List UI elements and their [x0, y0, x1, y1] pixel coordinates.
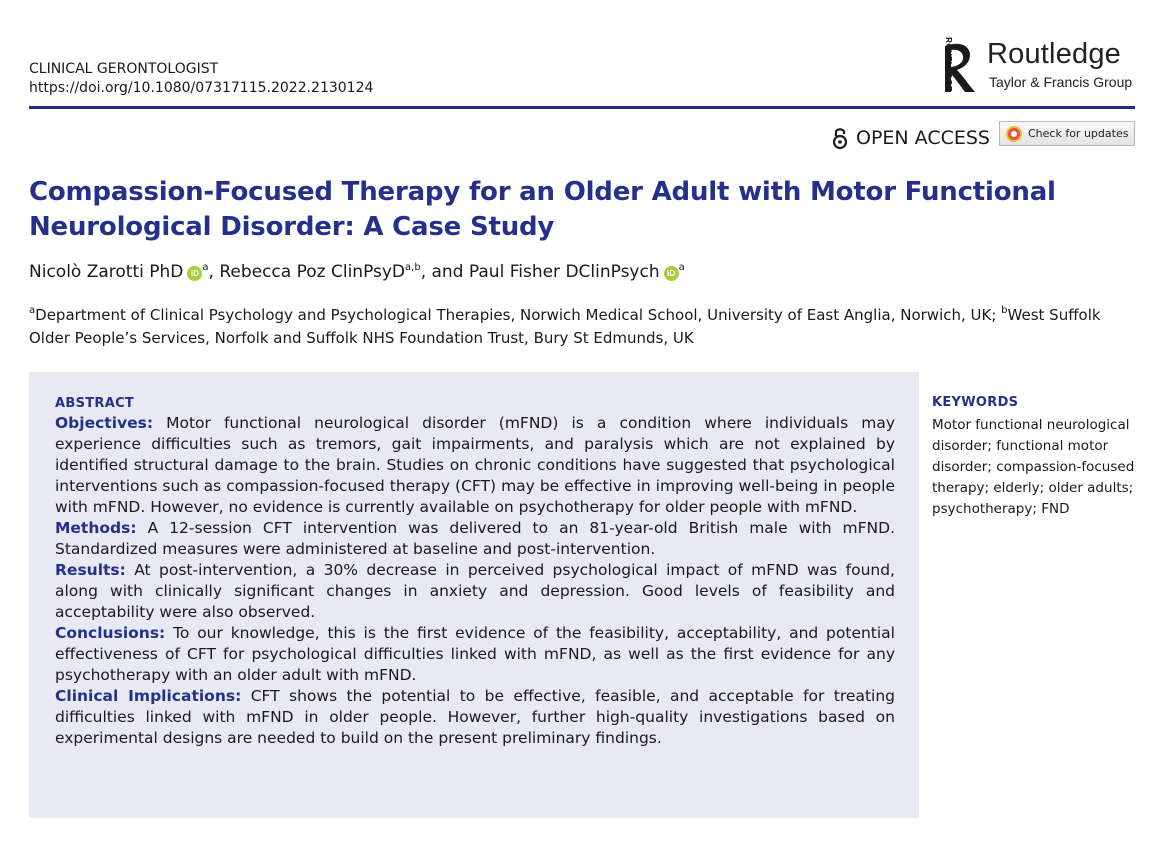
publisher-vertical-wordmark: ROUTLEDGE — [943, 37, 953, 92]
keywords-heading: KEYWORDS — [932, 395, 1019, 410]
open-access-label: OPEN ACCESS — [856, 127, 990, 149]
abstract-label: Objectives: — [55, 414, 154, 432]
orcid-icon[interactable]: iD — [664, 266, 679, 281]
affiliation-a: Department of Clinical Psychology and Psychological Therapies, Norwich Medical School, University of East Anglia, Norwich, UK; — [35, 306, 1002, 324]
abstract-section-conclusions — [55, 623, 895, 686]
abstract-section-methods — [55, 518, 895, 560]
affiliation-mark: a — [29, 305, 36, 316]
abstract-section-results — [55, 560, 895, 623]
article-title-line2: Neurological Disorder: A Case Study — [29, 212, 555, 242]
affiliation-b: West Suffolk Older People’s Services, Norfolk and Suffolk NHS Foundation Trust, Bury St Edmunds, UK — [29, 306, 1101, 347]
author-name[interactable]: Nicolò Zarotti PhD — [29, 262, 184, 282]
abstract-text: Motor functional neurological disorder (mFND) is a condition where individuals may experience difficulties such as tremors, gait impairments, and paralysis which are not explained by identified structural damage to the brain. Studies on chronic conditions have suggested that psychological interventions such as compassion-focused therapy (CFT) may be effective in improving well-being in people with mFND. However, no evidence is currently available on psychotherapy for older people with mFND. — [55, 414, 895, 516]
publisher-logo — [935, 38, 1145, 98]
abstract-heading: ABSTRACT — [55, 396, 135, 411]
author-separator: , and — [420, 262, 469, 282]
abstract-label: Clinical Implications: — [55, 687, 242, 705]
abstract-section-objectives — [55, 413, 895, 518]
affiliation-mark: b — [1001, 305, 1008, 316]
check-for-updates-button[interactable] — [999, 121, 1135, 146]
journal-header — [29, 60, 373, 98]
publisher-name: Routledge — [987, 38, 1122, 70]
author-affiliation-mark: a — [678, 262, 685, 273]
orcid-icon[interactable]: iD — [187, 266, 202, 281]
doi-link[interactable]: https://doi.org/10.1080/07317115.2022.2130124 — [29, 80, 374, 96]
abstract-body — [55, 413, 895, 749]
author-affiliation-mark: a,b — [405, 262, 421, 273]
keywords-list: Motor functional neurological disorder; functional motor disorder; compassion-focused therapy; elderly; older adults; psychotherapy; FND — [932, 417, 1135, 517]
author-list — [29, 260, 685, 284]
open-access-lock-icon — [832, 126, 848, 150]
abstract-section-clinical-implications — [55, 686, 895, 749]
header-divider — [29, 106, 1135, 109]
check-for-updates-label: Check for updates — [1028, 127, 1129, 140]
abstract-label: Methods: — [55, 519, 137, 537]
author-affiliation-mark: a — [202, 262, 209, 273]
abstract-text: To our knowledge, this is the first evidence of the feasibility, acceptability, and potential effectiveness of CFT for psychological difficulties linked with mFND, as well as the first evidence for any psychotherapy with an older adult with mFND. — [55, 624, 895, 684]
crossmark-icon — [1006, 126, 1022, 142]
abstract-text: CFT shows the potential to be effective, feasible, and acceptable for treating difficulties linked with mFND in older people. However, further high-quality investigations based on experimental designs are needed to build on the present preliminary findings. — [55, 687, 895, 747]
routledge-mark-icon — [935, 40, 977, 94]
article-title — [29, 175, 1069, 245]
publisher-group: Taylor & Francis Group — [989, 74, 1133, 90]
author-name[interactable]: Rebecca Poz ClinPsyD — [219, 262, 406, 282]
journal-name: CLINICAL GERONTOLOGIST — [29, 61, 219, 77]
author-separator: , — [208, 262, 220, 282]
article-title-line1: Compassion-Focused Therapy for an Older Adult with Motor Functional — [29, 177, 1056, 207]
affiliations — [29, 304, 1139, 350]
abstract-text: At post-intervention, a 30% decrease in perceived psychological impact of mFND was found, along with clinically significant changes in anxiety and depression. Good levels of feasibility and acceptability were also observed. — [55, 561, 895, 621]
abstract-text: A 12-session CFT intervention was delivered to an 81-year-old British male with mFND. Standardized measures were administered at baseline and post-intervention. — [55, 519, 895, 558]
abstract-box — [29, 372, 919, 818]
abstract-label: Results: — [55, 561, 126, 579]
author-name[interactable]: Paul Fisher DClinPsych — [468, 262, 660, 282]
abstract-label: Conclusions: — [55, 624, 166, 642]
open-access-badge — [832, 126, 990, 150]
